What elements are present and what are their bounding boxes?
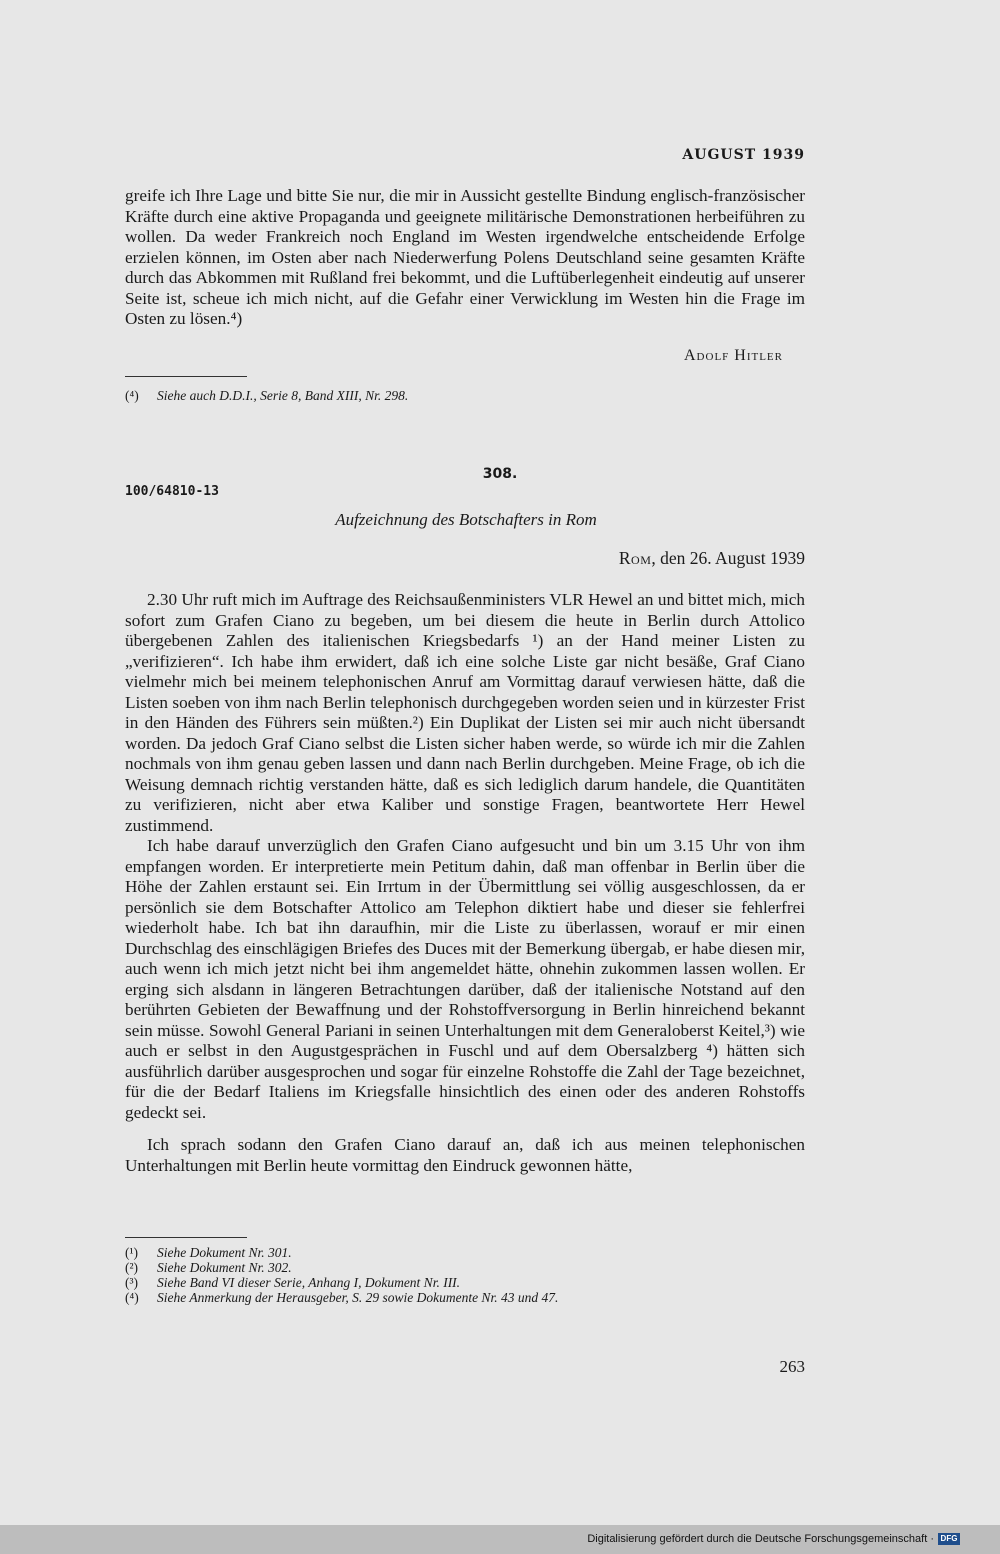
document-body (125, 590, 805, 1176)
footnotes-bottom (125, 1245, 558, 1305)
footnote-number: (³) (125, 1275, 139, 1290)
body-paragraph: Ich sprach sodann den Grafen Ciano darauf an, daß ich aus meinen telephonischen Unterhaltungen mit Berlin heute vormittag den Eindruck gewonnen hätte, (125, 1135, 805, 1175)
footnote-text: Siehe Dokument Nr. 301. (157, 1245, 292, 1260)
footnote-line (125, 1275, 558, 1290)
running-header: AUGUST 1939 (682, 147, 805, 163)
footnote-line (125, 1245, 558, 1260)
footnote-text: Siehe auch D.D.I., Serie 8, Band XIII, Nr. 298. (157, 388, 409, 403)
document-number: 308. (482, 466, 518, 482)
footnote-text: Siehe Dokument Nr. 302. (157, 1260, 292, 1275)
footnote-number: (²) (125, 1260, 139, 1275)
footnote-text: Siehe Band VI dieser Serie, Anhang I, Dokument Nr. III. (157, 1275, 461, 1290)
letter-continuation (125, 186, 805, 330)
body-paragraph: Ich habe darauf unverzüglich den Grafen Ciano aufgesucht und bin um 3.15 Uhr von ihm empfangen worden. Er interpretierte mein Petitum dahin, daß man offenbar in Berlin über die Höhe der Zahlen erstaunt sei. Ein Irrtum in der Übermittlung sei völlig ausgeschlossen, da er persönlich sie dem Botschafter Attolico am Telephon diktiert habe und dieser sie fehlerfrei wiederholt habe. Ich bat ihn daraufhin, mir die Liste zu überlassen, worauf er mir einen Durchschlag des einschlägigen Briefes des Duces mit der Bemerkung übergab, er habe diesen mir, auch wenn ich mich jetzt nicht bei ihm angemeldet hätte, ohnehin zukommen lassen wollen. Er erging sich alsdann in längeren Betrachtungen darüber, daß der italienische Notstand auf den berührten Gebieten der Bewaffnung und der Rohstoffversorgung in Berlin hinreichend bekannt sein müsse. Sowohl General Pariani in seinen Unterhaltungen mit dem Generaloberst Keitel,³) wie auch er selbst in den Augustgesprächen in Fuschl und auf dem Obersalzberg ⁴) hätten sich ausführlich darüber ausgesprochen und sogar für einzelne Rohstoffe die Zahl der Tage bezeichnet, für die der Bedarf Italiens im Kriegsfalle hinsichtlich des einen oder des anderen Rohstoffs gedeckt sei. (125, 836, 805, 1122)
file-reference: 100/64810-13 (125, 484, 219, 499)
footnote-line (125, 388, 408, 403)
place-date-line (619, 548, 805, 569)
credit-text: Digitalisierung gefördert durch die Deutsche Forschungsgemeinschaft · (587, 1533, 934, 1545)
letter-paragraph: greife ich Ihre Lage und bitte Sie nur, die mir in Aussicht gestellte Bindung englisch-französischer Kräfte durch eine aktive Propaganda und geeignete militärische Demonstrationen herbeiführen zu wollen. Da weder Frankreich noch England im Westen irgendwelche entscheidende Erfolge erzielen können, im Osten aber nach Niederwerfung Polens Deutschland seine gesamten Kräfte durch das Abkommen mit Rußland frei bekommt, und die Luftüberlegenheit eindeutig auf unserer Seite ist, scheue ich mich nicht, auf die Gefahr einer Verwicklung im Westen hin die Frage im Osten zu lösen.⁴) (125, 186, 805, 328)
footnote-line (125, 1260, 558, 1275)
document-title: Aufzeichnung des Botschafters in Rom (335, 510, 597, 529)
date: , den 26. August 1939 (651, 548, 805, 568)
signature: Adolf Hitler (684, 347, 783, 364)
footnote-number: (¹) (125, 1245, 139, 1260)
body-paragraph: 2.30 Uhr ruft mich im Auftrage des Reichsaußenministers VLR Hewel an und bittet mich, mich sofort zum Grafen Ciano zu begeben, um bei diesem die heute in Berlin durch Attolico übergebenen Zahlen des italienischen Kriegsbedarfs ¹) an der Hand meiner Listen zu „verifizieren“. Ich habe ihm erwidert, daß ich eine solche Liste gar nicht besäße, Graf Ciano vielmehr mich bei meinem telephonischen Anruf am Vormittag darauf verwiesen hätte, daß die Listen soeben von ihm nach Berlin telephonisch durchgegeben worden seien und in kürzester Frist in den Händen des Führers sein müßten.²) Ein Duplikat der Listen sei mir auch nicht übersandt worden. Da jedoch Graf Ciano selbst die Listen sicher haben werde, so würde ich mir die Zahlen nochmals von ihm genau geben lassen und dann nach Berlin durchgeben. Meine Frage, ob ich die Weisung demnach richtig verstanden hätte, daß es sich lediglich darum handele, die Quantitäten zu verifizieren, nicht aber etwa Kaliber und sonstige Fragen, beantwortete Herr Hewel zustimmend. (125, 590, 805, 835)
footnotes-top (125, 388, 408, 403)
footnote-number: (⁴) (125, 1290, 139, 1305)
footnote-divider (125, 376, 247, 377)
place: Rom (618, 548, 652, 568)
footnote-number: (⁴) (125, 388, 139, 403)
footnote-line (125, 1290, 558, 1305)
digitization-credit (587, 1533, 960, 1545)
footnote-text: Siehe Anmerkung der Herausgeber, S. 29 sowie Dokumente Nr. 43 und 47. (157, 1290, 559, 1305)
dfg-logo-icon: DFG (938, 1533, 960, 1545)
page-number: 263 (779, 1357, 805, 1376)
footnote-divider (125, 1237, 247, 1238)
